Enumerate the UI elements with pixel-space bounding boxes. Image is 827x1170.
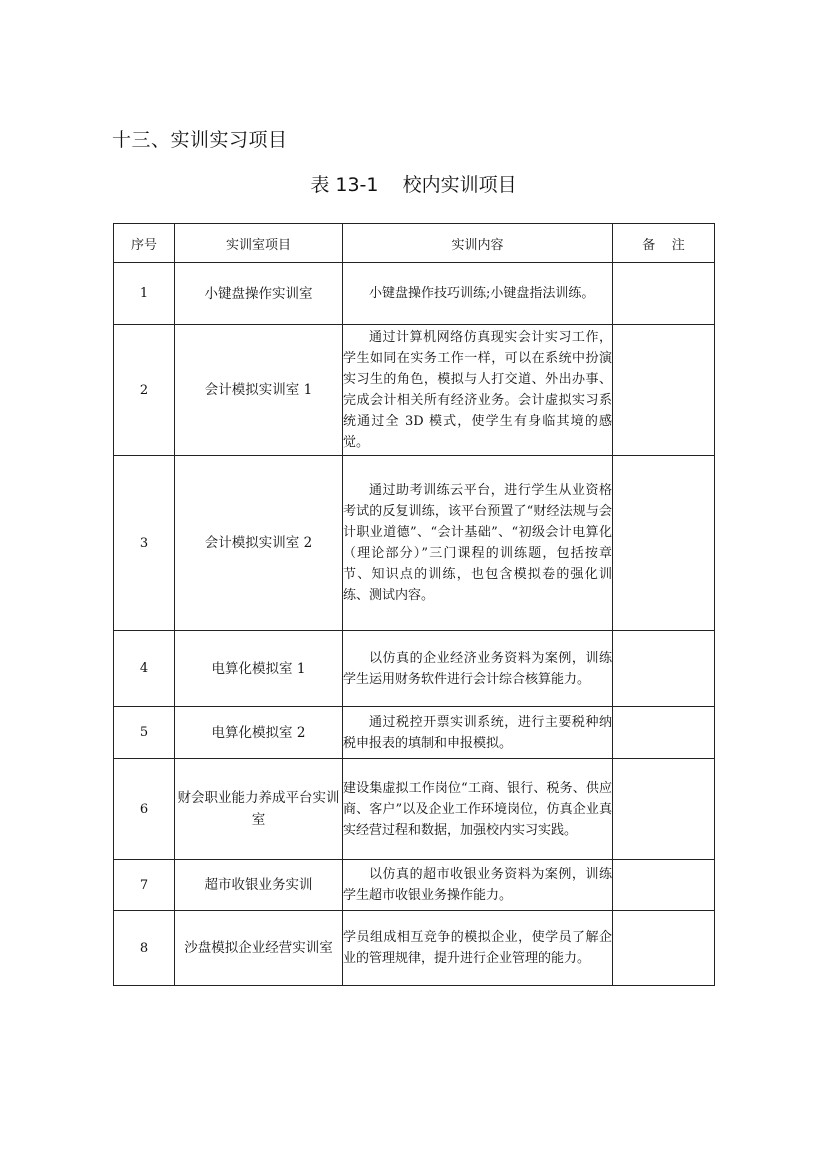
header-room: 实训室项目: [175, 224, 343, 263]
row-note: [613, 263, 715, 325]
table-row: [114, 860, 715, 911]
header-content: 实训内容: [343, 224, 613, 263]
row-room: 财会职业能力养成平台实训室: [175, 759, 343, 860]
row-note: [613, 325, 715, 456]
row-note: [613, 911, 715, 986]
row-content: [343, 707, 613, 759]
row-room: 超市收银业务实训: [175, 860, 343, 911]
row-seq: 6: [114, 759, 175, 860]
row-content-text: 以仿真的超市收银业务资料为案例，训练学生超市收银业务操作能力。: [343, 867, 612, 903]
section-heading: 十三、实训实习项目: [112, 129, 288, 151]
row-room: 电算化模拟室 1: [175, 631, 343, 707]
header-note: 备 注: [613, 224, 715, 263]
row-content-text: 以仿真的企业经济业务资料为案例，训练学生运用财务软件进行会计综合核算能力。: [343, 650, 612, 687]
row-content-text: 通过税控开票实训系统，进行主要税种纳税申报表的填制和申报模拟。: [343, 714, 612, 751]
table-header-row: [114, 224, 715, 263]
training-projects-table: [113, 223, 715, 986]
row-content: [343, 325, 613, 456]
row-seq: 4: [114, 631, 175, 707]
row-content: [343, 456, 613, 631]
row-content-text: 小键盘操作技巧训练;小键盘指法训练。: [369, 286, 595, 301]
row-room: 会计模拟实训室 2: [175, 456, 343, 631]
row-note: [613, 860, 715, 911]
row-room: 小键盘操作实训室: [175, 263, 343, 325]
row-seq: 5: [114, 707, 175, 759]
row-note: [613, 456, 715, 631]
table-row: [114, 707, 715, 759]
row-note: [613, 707, 715, 759]
row-room: 电算化模拟室 2: [175, 707, 343, 759]
table-row: [114, 759, 715, 860]
row-content: [343, 263, 613, 325]
table-row: [114, 263, 715, 325]
row-seq: 7: [114, 860, 175, 911]
table-row: [114, 631, 715, 707]
row-content-text: 学员组成相互竞争的模拟企业，使学员了解企业的管理规律，提升进行企业管理的能力。: [343, 930, 612, 966]
row-content-text: 通过助考训练云平台，进行学生从业资格考试的反复训练，该平台预置了“财经法规与会计职业道德”、“会计基础”、“初级会计电算化（理论部分）”三门课程的训练题，包括按章节、知识点的训练，也包含模拟卷的强化训练、测试内容。: [343, 483, 612, 603]
row-note: [613, 631, 715, 707]
row-content: [343, 759, 613, 860]
table-row: [114, 456, 715, 631]
row-content: [343, 911, 613, 986]
row-content-text: 建设集虚拟工作岗位“工商、银行、税务、供应商、客户”以及企业工作环境岗位，仿真企业真实经营过程和数据，加强校内实习实践。: [343, 780, 612, 838]
row-seq: 1: [114, 263, 175, 325]
row-room: 会计模拟实训室 1: [175, 325, 343, 456]
table-row: [114, 911, 715, 986]
row-room: 沙盘模拟企业经营实训室: [175, 911, 343, 986]
table-caption: 表 13-1 校内实训项目: [310, 174, 517, 196]
row-seq: 8: [114, 911, 175, 986]
row-note: [613, 759, 715, 860]
header-seq: 序号: [114, 224, 175, 263]
table-row: [114, 325, 715, 456]
row-seq: 2: [114, 325, 175, 456]
row-content: [343, 860, 613, 911]
row-content: [343, 631, 613, 707]
row-seq: 3: [114, 456, 175, 631]
row-content-text: 通过计算机网络仿真现实会计实习工作，学生如同在实务工作一样，可以在系统中扮演实习生的角色，模拟与人打交道、外出办事、完成会计相关所有经济业务。会计虚拟实习系统通过全 3D 模式，使学生有身临其境的感觉。: [343, 330, 612, 450]
